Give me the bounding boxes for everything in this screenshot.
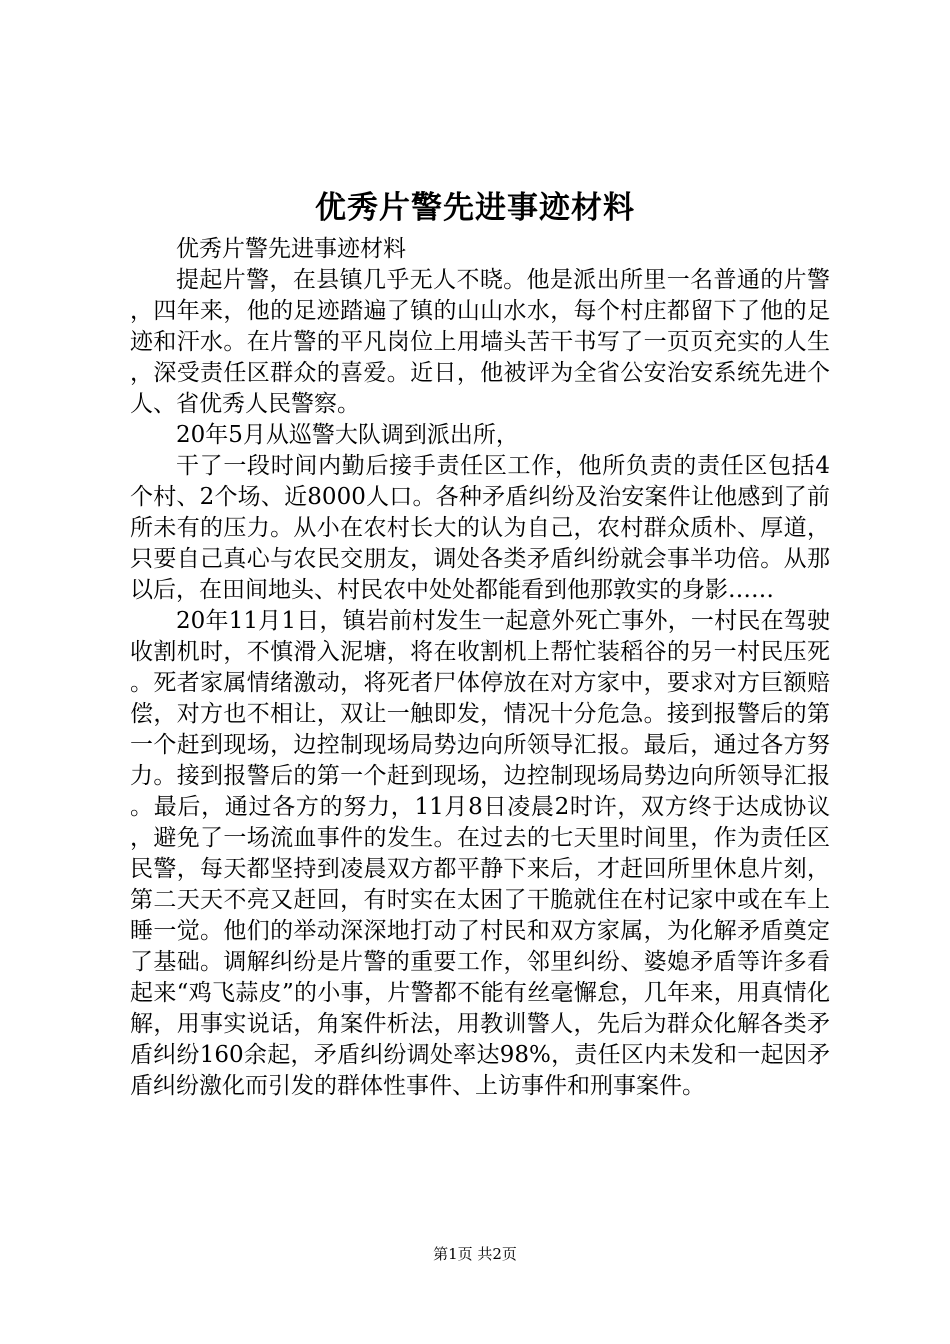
paragraph-subtitle: 优秀片警先进事迹材料 — [176, 236, 406, 262]
paragraph-intro: 提起片警，在县镇几乎无人不晓。他是派出所里一名普通的片警，四年来，他的足迹踏遍了镇的山山水水，每个村庄都留下了他的足迹和汗水。在片警的平凡岗位上用墙头苦干书写了一页页充实的人生，深受责任区群众的喜爱。近日，他被评为全省公安治安系统先进个人、省优秀人民警察。 — [130, 267, 830, 417]
paragraph-responsibility: 干了一段时间内勤后接手责任区工作，他所负责的责任区包括4个村、2个场、近8000人口。各种矛盾纠纷及治安案件让他感到了前所未有的压力。从小在农村长大的认为自己，农村群众质朴、厚道，只要自己真心与农民交朋友，调处各类矛盾纠纷就会事半功倍。从那以后，在田间地头、村民农中处处都能看到他那敦实的身影…… — [130, 453, 830, 603]
paragraph-incident: 20年11月1日，镇岩前村发生一起意外死亡事外，一村民在驾驶收割机时，不慎滑入泥塘，将在收割机上帮忙装稻谷的另一村民压死。死者家属情绪激动，将死者尸体停放在对方家中，要求对方巨额赔偿，对方也不相让，双让一触即发，情况十分危急。接到报警后的第一个赶到现场，边控制现场局势边向所领导汇报。最后，通过各方努力。接到报警后的第一个赶到现场，边控制现场局势边向所领导汇报。最后，通过各方的努力，11月8日凌晨2时许，双方终于达成协议，避免了一场流血事件的发生。在过去的七天里时间里，作为责任区民警，每天都坚持到凌晨双方都平静下来后，才赶回所里休息片刻，第二天天不亮又赶回，有时实在太困了干脆就住在村记家中或在车上睡一觉。他们的举动深深地打动了村民和双方家属，为化解矛盾奠定了基础。调解纠纷是片警的重要工作，邻里纠纷、婆媳矛盾等许多看起来“鸡飞蒜皮”的小事，片警都不能有丝毫懈怠，几年来，用真情化解，用事实说话，角案件析法，用教训警人，先后为群众化解各类矛盾纠纷160余起，矛盾纠纷调处率达98%，责任区内未发和一起因矛盾纠纷激化而引发的群体性事件、上访事件和刑事案件。 — [130, 608, 830, 1099]
paragraph-transfer: 20年5月从巡警大队调到派出所， — [176, 422, 519, 448]
page-footer: 第1页 共2页 — [433, 1245, 517, 1263]
document-title: 优秀片警先进事迹材料 — [315, 190, 635, 226]
document-body — [130, 234, 830, 1102]
